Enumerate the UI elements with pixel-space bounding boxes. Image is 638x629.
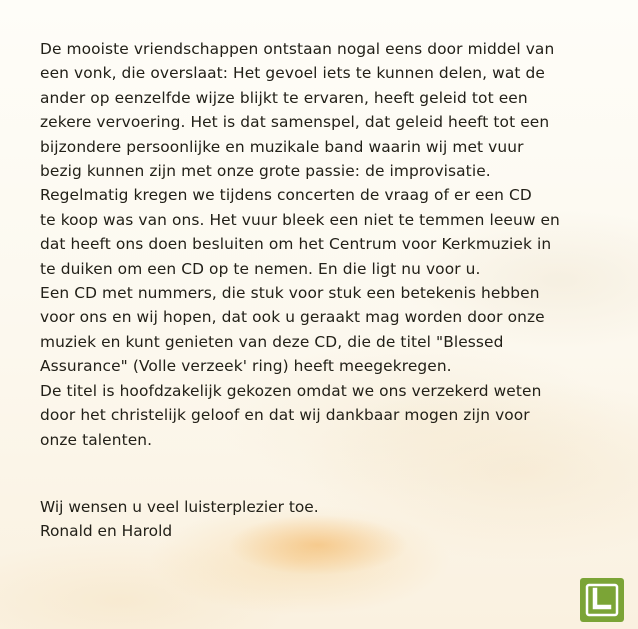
signature: Ronald en Harold bbox=[40, 522, 173, 541]
letter-body bbox=[40, 37, 615, 452]
lastdodo-logo-svg bbox=[580, 578, 624, 622]
letter-line: onze talenten. bbox=[40, 430, 153, 449]
letter-line: Regelmatig kregen we tijdens concerten de vraag of er een CD bbox=[40, 186, 532, 205]
lastdodo-logo-icon bbox=[580, 578, 624, 622]
letter-line: zekere vervoering. Het is dat samenspel, dat geleid heeft tot een bbox=[40, 113, 550, 132]
letter-line: ander op eenzelfde wijze blijkt te ervaren, heeft geleid tot een bbox=[40, 88, 528, 107]
closing-line: Wij wensen u veel luisterplezier toe. bbox=[40, 498, 319, 516]
letter-line: De titel is hoofdzakelijk gekozen omdat we ons verzekerd weten bbox=[40, 381, 542, 400]
letter-line: Assurance" (Volle verzeek' ring) heeft meegekregen. bbox=[40, 357, 452, 376]
letter-line: voor ons en wij hopen, dat ook u geraakt mag worden door onze bbox=[40, 308, 545, 327]
letter-line: bijzondere persoonlijke en muzikale band waarin wij met vuur bbox=[40, 137, 524, 156]
letter-closing bbox=[40, 495, 319, 544]
letter-line: bezig kunnen zijn met onze grote passie: de improvisatie. bbox=[40, 162, 491, 181]
letter-line: door het christelijk geloof en dat wij dankbaar mogen zijn voor bbox=[40, 406, 530, 425]
letter-line: De mooiste vriendschappen ontstaan nogal eens door middel van bbox=[40, 40, 555, 58]
letter-line: dat heeft ons doen besluiten om het Centrum voor Kerkmuziek in bbox=[40, 235, 552, 254]
letter-line: te duiken om een CD op te nemen. En die ligt nu voor u. bbox=[40, 259, 481, 278]
letter-line: muziek en kunt genieten van deze CD, die de titel "Blessed bbox=[40, 332, 504, 351]
letter-line: te koop was van ons. Het vuur bleek een niet te temmen leeuw en bbox=[40, 210, 560, 229]
letter-line: een vonk, die overslaat: Het gevoel iets te kunnen delen, wat de bbox=[40, 64, 545, 83]
letter-line: Een CD met nummers, die stuk voor stuk een betekenis hebben bbox=[40, 284, 540, 303]
